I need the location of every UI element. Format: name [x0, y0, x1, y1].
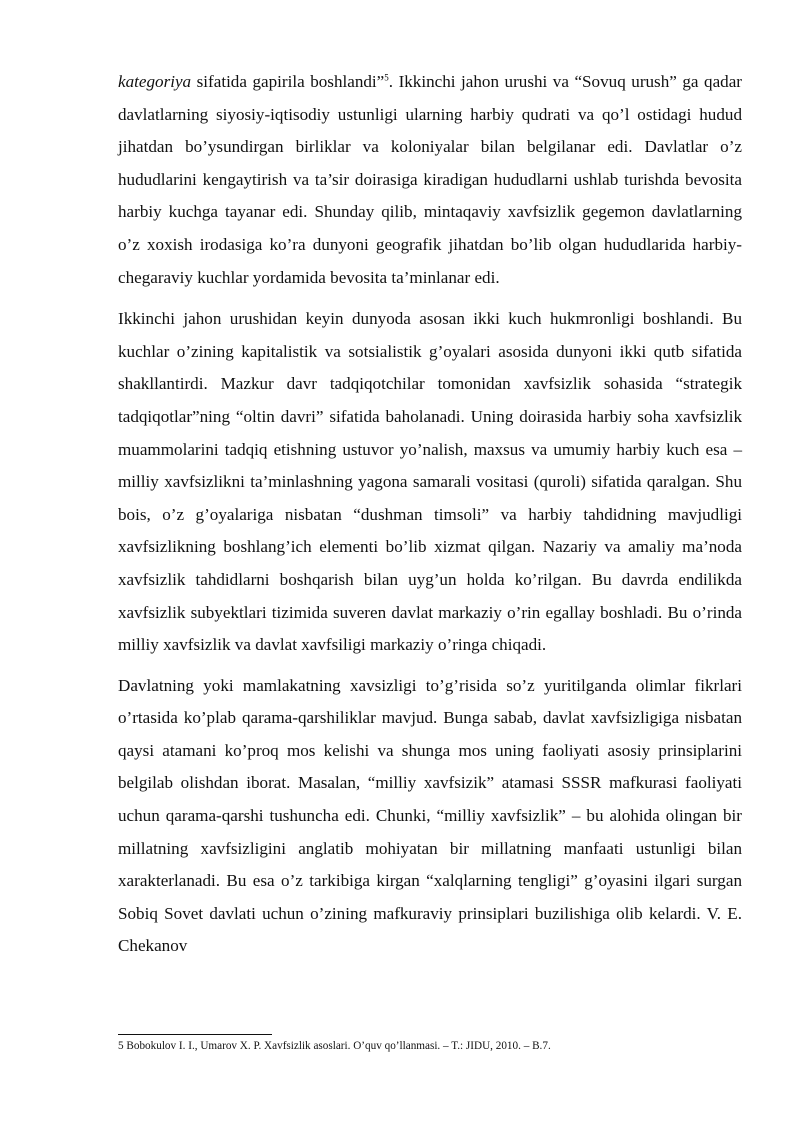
footnote-reference: 5	[384, 72, 389, 83]
paragraph-3: Davlatning yoki mamlakatning xavsizligi to’g’risida so’z yuritilganda olimlar fikrlari o’rtasida ko’plab qarama-qarshiliklar mavjud. Bunga sabab, davlat xavfsizligiga nisbatan qaysi atamani ko’proq mos kelishi va shunga mos uning faoliyati asosiy prinsiplarini belgilab olishdan iborat. Masalan, “milliy xavfsizik” atamasi SSSR mafkurasi faoliyati uchun qarama-qarshi tushuncha edi. Chunki, “milliy xavfsizlik” – bu alohida olingan bir millatning xavfsizligini anglatib mohiyatan bir millatning manfaati ustunligi bilan xarakterlanadi. Bu esa o’z tarkibiga kirgan “xalqlarning tengligi” g’oyasini ilgari surgan Sobiq Sovet davlati uchun o’zining mafkuraviy prinsiplari buzilishiga olib kelardi. V. E. Chekanov	[118, 675, 742, 956]
paragraph-1-text-start: sifatida gapirila boshlandi”	[191, 72, 385, 91]
paragraph-1	[118, 66, 742, 294]
document-body	[118, 66, 742, 971]
footnote-separator	[118, 1034, 272, 1035]
paragraph-2: Ikkinchi jahon urushidan keyin dunyoda asosan ikki kuch hukmronligi boshlandi. Bu kuchlar o’zining kapitalistik va sotsialistik g’oyalari asosida dunyoni ikki qutb sifatida shakllantirdi. Mazkur davr tadqiqotchilar tomonidan xavfsizlik sohasida “strategik tadqiqotlar”ning “oltin davri” sifatida baholanadi. Uning doirasida harbiy soha xavfsizlik muammolarini tadqiq etishning ustuvor yo’nalish, maxsus va umumiy harbiy kuch esa – milliy xavfsizlikni ta’minlashning yagona samarali vositasi (quroli) sifatida qaralgan. Shu bois, o’z g’oyalariga nisbatan “dushman timsoli” va harbiy tahdidning mavjudligi xavfsizlikning boshlang’ich elementi bo’lib xizmat qilgan. Nazariy va amaliy ma’noda xavfsizlik tahdidlarni boshqarish bilan uyg’un holda ko’rilgan. Bu davrda endilikda xavfsizlik subyektlari tizimida suveren davlat markaziy o’rin egallay boshladi. Bu o’rinda milliy xavfsizlik va davlat xavfsiligi markaziy o’ringa chiqadi.	[118, 309, 742, 655]
italic-term: kategoriya	[118, 72, 192, 91]
footnote: 5 Bobokulov I. I., Umarov X. P. Xavfsizlik asoslari. O’quv qo’llanmasi. – T.: JIDU, 2010. – B.7.	[118, 1040, 551, 1052]
paragraph-1-text-end: . Ikkinchi jahon urushi va “Sovuq urush” ga qadar davlatlarning siyosiy-iqtisodiy ustunligi ularning harbiy qudrati va qo’l ostidagi hudud jihatdan bo’ysundirgan birliklar va koloniyalar bilan belgilanar edi. Davlatlar o’z hududlarini kengaytirish va ta’sir doirasiga kiradigan hududlarni ushlab turishda bevosita harbiy kuchga tayanar edi. Shunday qilib, mintaqaviy xavfsizlik gegemon davlatlarning o’z xoxish irodasiga ko’ra dunyoni geografik jihatdan bo’lib olgan hududlarida harbiy-chegaraviy kuchlar yordamida bevosita ta’minlanar edi.	[118, 72, 742, 287]
